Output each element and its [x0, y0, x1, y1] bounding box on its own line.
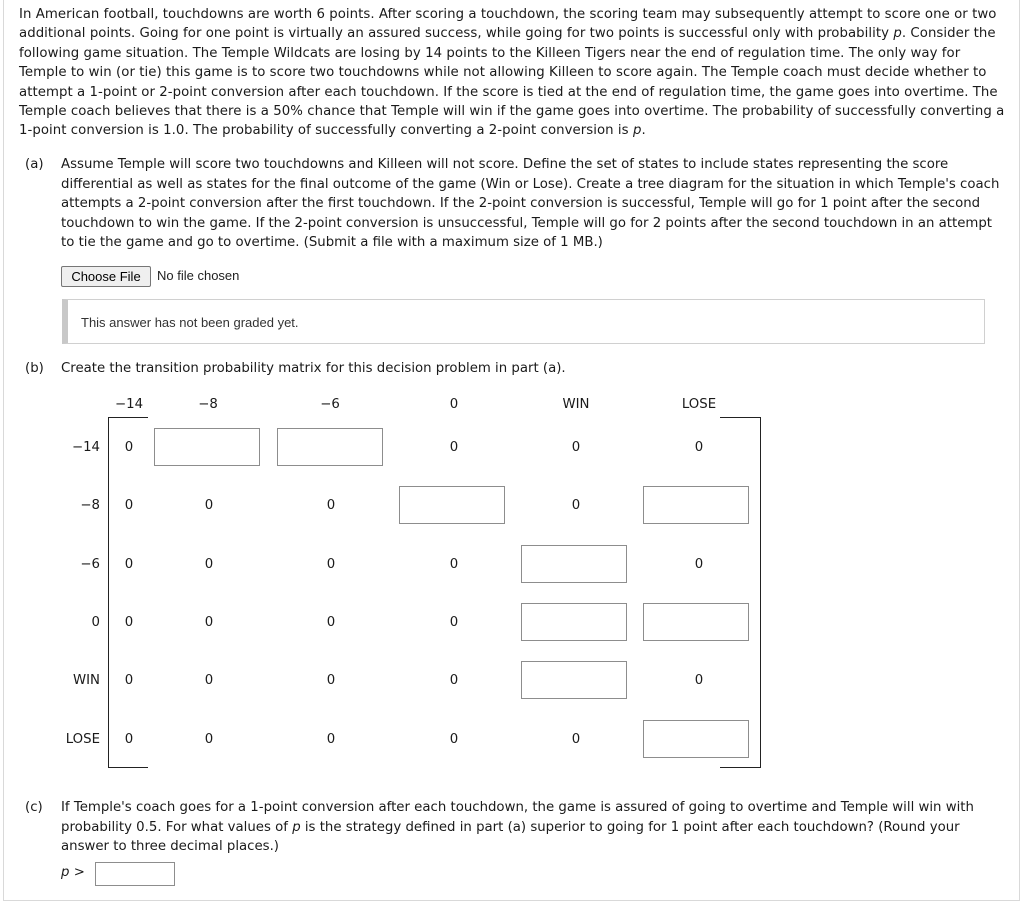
matrix-input-r4-c6[interactable] [643, 603, 749, 641]
part-c-text: If Temple's coach goes for a 1-point conversion after each touchdown, the game is assured of going to overtime and Temple will win with probability 0.5. For what values of p is the strategy defined in part (a) superior to going for 1 point after each touchdown? (Round your answer to three decimal places.) [61, 800, 974, 855]
matrix-cell: 0 [449, 440, 459, 455]
matrix-input-r5-c5[interactable] [521, 661, 627, 699]
matrix-cell: 0 [124, 498, 134, 513]
part-a-label: (a) [25, 157, 44, 172]
matrix-cell: 0 [449, 615, 459, 630]
matrix-row-header: LOSE [65, 732, 100, 747]
matrix-cell: 0 [124, 732, 134, 747]
matrix-col-header: LOSE [681, 397, 717, 412]
part-c-label: (c) [25, 800, 43, 815]
choose-file-button[interactable]: Choose File [61, 266, 151, 287]
matrix-input-r6-c6[interactable] [643, 720, 749, 758]
matrix-input-r1-c3[interactable] [277, 428, 383, 466]
matrix-col-header: 0 [449, 397, 459, 412]
matrix-cell: 0 [124, 440, 134, 455]
matrix-cell: 0 [204, 732, 214, 747]
matrix-cell: 0 [694, 440, 704, 455]
matrix-col-header: −6 [320, 397, 340, 412]
matrix-cell: 0 [124, 615, 134, 630]
matrix-cell: 0 [694, 673, 704, 688]
p-answer-label [61, 865, 85, 880]
matrix-input-r4-c5[interactable] [521, 603, 627, 641]
matrix-cell: 0 [326, 673, 336, 688]
matrix-cell: 0 [449, 673, 459, 688]
matrix-cell: 0 [694, 557, 704, 572]
matrix-cell: 0 [326, 732, 336, 747]
matrix-cell: 0 [326, 557, 336, 572]
matrix-col-header: −14 [114, 397, 144, 412]
matrix-cell: 0 [124, 673, 134, 688]
p-operator: > [73, 865, 85, 880]
p-variable: p [61, 865, 70, 880]
matrix-cell: 0 [124, 557, 134, 572]
matrix-cell: 0 [204, 673, 214, 688]
matrix-cell: 0 [571, 498, 581, 513]
matrix-cell: 0 [449, 732, 459, 747]
matrix-input-r1-c2[interactable] [154, 428, 260, 466]
no-file-label: No file chosen [157, 268, 240, 283]
matrix-row-header: −6 [80, 557, 100, 572]
part-b-text: Create the transition probability matrix for this decision problem in part (a). [61, 361, 566, 376]
matrix-cell: 0 [326, 498, 336, 513]
matrix-cell: 0 [571, 440, 581, 455]
matrix-col-header: WIN [562, 397, 590, 412]
grading-status: This answer has not been graded yet. [62, 299, 985, 344]
part-b-label: (b) [25, 361, 44, 376]
matrix-cell: 0 [204, 615, 214, 630]
matrix-bracket-left [108, 417, 148, 768]
part-a-text: Assume Temple will score two touchdowns and Killeen will not score. Define the set of states to include states representing the score differential as well as states for the final outcome of the game (Win or Lose). Create a tree diagram for the situation in which Temple's coach attempts a 2-point conversion after the first touchdown. If the 2-point conversion is successful, Temple will go for 1 point after the second touchdown to win the game. If the 2-point conversion is unsuccessful, Temple will go for 2 points after the second touchdown in an attempt to tie the game and go to overtime. (Submit a file with a maximum size of 1 MB.) [61, 157, 1000, 251]
matrix-cell: 0 [204, 498, 214, 513]
matrix-bracket-right [720, 417, 761, 768]
matrix-col-header: −8 [198, 397, 218, 412]
matrix-cell: 0 [204, 557, 214, 572]
matrix-cell: 0 [571, 732, 581, 747]
matrix-input-r3-c5[interactable] [521, 545, 627, 583]
matrix-input-r2-c6[interactable] [643, 486, 749, 524]
matrix-row-header: WIN [72, 673, 100, 688]
matrix-row-header: 0 [91, 615, 100, 630]
matrix-row-header: −14 [71, 440, 100, 455]
matrix-input-r2-c4[interactable] [399, 486, 505, 524]
matrix-cell: 0 [449, 557, 459, 572]
problem-intro: In American football, touchdowns are worth 6 points. After scoring a touchdown, the scoring team may subsequently attempt to score one or two additional points. Going for one point is virtually an assured success, while going for two points is successful only with probability p. Consider the following game situation. The Temple Wildcats are losing by 14 points to the Killeen Tigers near the end of regulation time. The only way for Temple to win (or tie) this game is to score two touchdowns while not allowing Killeen to score again. The Temple coach must decide whether to attempt a 1-point or 2-point conversion after each touchdown. If the score is tied at the end of regulation time, the game goes into overtime. The Temple coach believes that there is a 50% chance that Temple will win if the game goes into overtime. The probability of successfully converting a 1-point conversion is 1.0. The probability of successfully converting a 2-point conversion is p. [19, 7, 1005, 139]
p-answer-input[interactable] [95, 862, 175, 886]
matrix-row-header: −8 [80, 498, 100, 513]
matrix-cell: 0 [326, 615, 336, 630]
